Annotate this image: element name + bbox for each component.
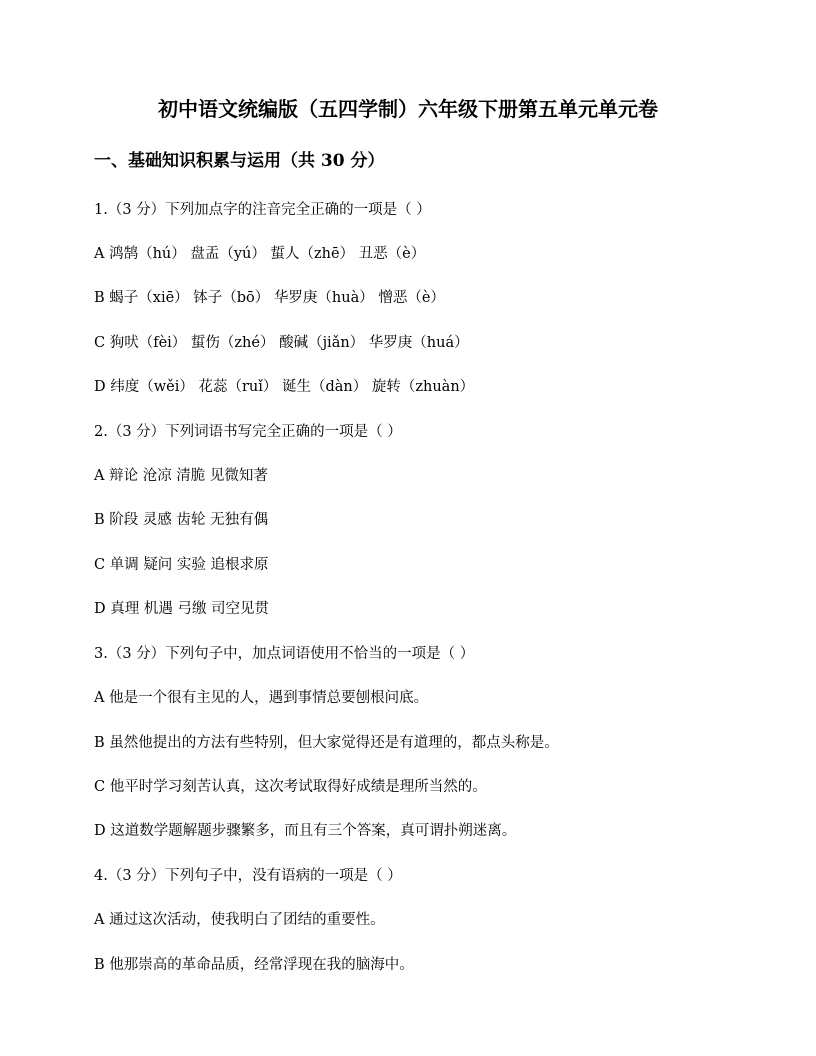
question-2-option-a: A 辩论 沧凉 清脆 见微知著	[94, 468, 268, 484]
question-3-option-c: C 他平时学习刻苦认真，这次考试取得好成绩是理所当然的。	[94, 779, 487, 795]
question-2-option-d: D 真理 机遇 弓缴 司空见贯	[94, 601, 270, 617]
question-4-option-b: B 他那崇高的革命品质，经常浮现在我的脑海中。	[94, 957, 414, 973]
question-1-option-b: B 蝎子（xiē） 钵子（bō） 华罗庚（huà） 憎恶（è）	[94, 290, 445, 306]
question-3-option-b: B 虽然他提出的方法有些特别，但大家觉得还是有道理的，都点头称是。	[94, 735, 559, 751]
question-2-option-c: C 单调 疑问 实验 追根求原	[94, 557, 269, 573]
question-4-stem: 4.（3 分）下列句子中，没有语病的一项是（ ）	[94, 868, 402, 884]
question-1-option-d: D 纬度（wěi） 花蕊（ruǐ） 诞生（dàn） 旋转（zhuàn）	[94, 379, 475, 395]
question-2-stem: 2.（3 分）下列词语书写完全正确的一项是（ ）	[94, 424, 402, 440]
document-title: 初中语文统编版（五四学制）六年级下册第五单元单元卷	[158, 97, 658, 121]
question-3-stem: 3.（3 分）下列句子中，加点词语使用不恰当的一项是（ ）	[94, 646, 475, 662]
question-3-option-d: D 这道数学题解题步骤繁多，而且有三个答案，真可谓扑朔迷离。	[94, 823, 517, 839]
question-3-option-a: A 他是一个很有主见的人，遇到事情总要刨根问底。	[94, 690, 429, 706]
section-heading: 一、基础知识积累与运用（共 30 分）	[94, 151, 385, 171]
question-1-option-c: C 狗吠（fèi） 蜇伤（zhé） 酸碱（jiǎn） 华罗庚（huá）	[94, 335, 469, 351]
question-1-option-a: A 鸿鹄（hú） 盘盂（yú） 蜇人（zhē） 丑恶（è）	[94, 246, 426, 262]
question-2-option-b: B 阶段 灵感 齿轮 无独有偶	[94, 512, 269, 528]
question-1-stem: 1.（3 分）下列加点字的注音完全正确的一项是（ ）	[94, 202, 431, 218]
question-4-option-a: A 通过这次活动，使我明白了团结的重要性。	[94, 912, 385, 928]
